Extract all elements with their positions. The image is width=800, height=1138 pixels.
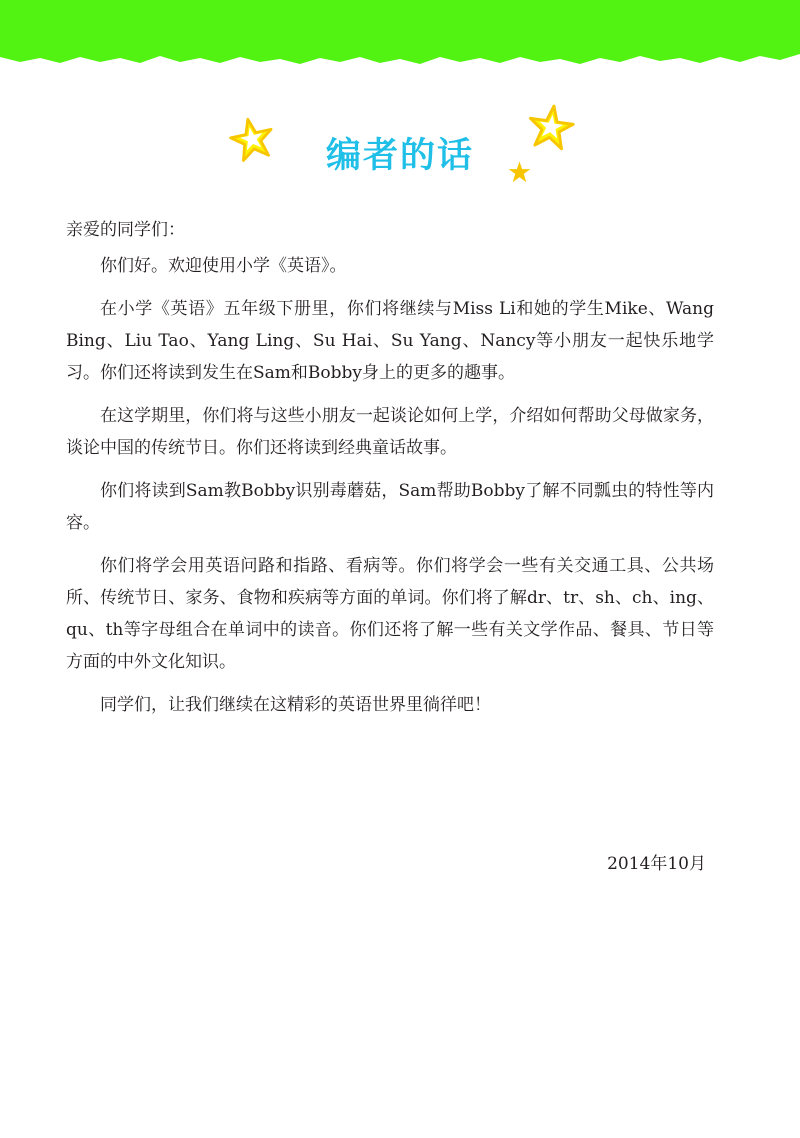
paragraph-stories: 你们将读到Sam教Bobby识别毒蘑菇，Sam帮助Bobby了解不同瓢虫的特性等内容。 (66, 481, 714, 533)
page-title: 编者的话 (325, 136, 474, 176)
salutation: 亲爱的同学们： (66, 220, 185, 240)
letter-body (66, 214, 714, 732)
paragraph-greeting: 你们好。欢迎使用小学《英语》。 (100, 256, 347, 276)
green-band-shape (0, 0, 800, 64)
paragraph-closing: 同学们，让我们继续在这精彩的英语世界里徜徉吧！ (100, 695, 491, 715)
date: 2014年10月 (607, 854, 706, 874)
paragraph-skills: 你们将学会用英语问路和指路、看病等。你们将学会一些有关交通工具、公共场所、传统节日、家务、食物和疾病等方面的单词。你们将了解dr、tr、sh、ch、ing、qu、th等字母组合在单词中的读音。你们还将了解一些有关文学作品、餐具、节日等方面的中外文化知识。 (66, 556, 714, 672)
paragraph-topics: 在这学期里，你们将与这些小朋友一起谈论如何上学，介绍如何帮助父母做家务，谈论中国的传统节日。你们还将读到经典童话故事。 (66, 406, 714, 458)
green-top-band (0, 0, 800, 80)
paragraph-characters: 在小学《英语》五年级下册里，你们将继续与Miss Li和她的学生Mike、Wang Bing、Liu Tao、Yang Ling、Su Hai、Su Yang、Nancy等小朋友一起快乐地学习。你们还将读到发生在Sam和Bobby身上的更多的趣事。 (66, 299, 714, 383)
